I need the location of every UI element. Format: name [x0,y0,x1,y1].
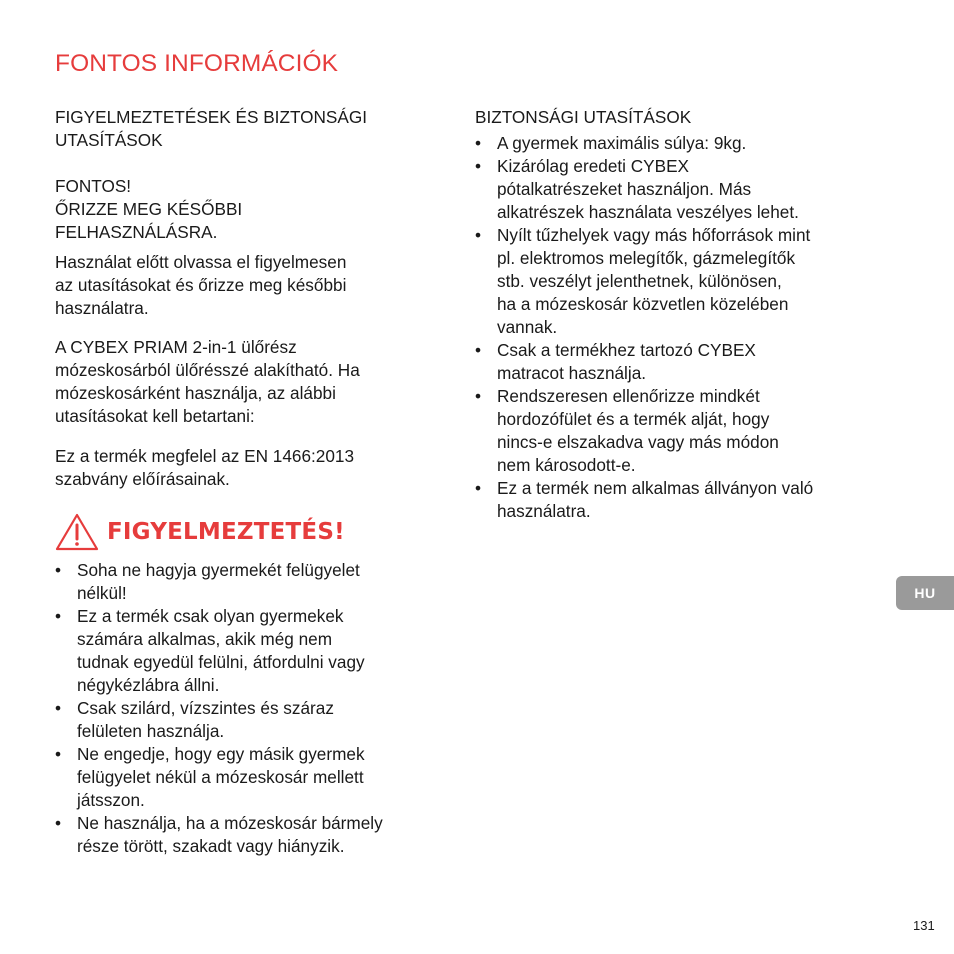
list-item: • Nyílt tűzhelyek vagy más hőforrások mint pl. elektromos melegítők, gázmelegítők stb. veszélyt jelenthetnek, különösen, ha a mózeskosár közvetlen közelében vannak. [475,225,811,337]
list-item-line: A gyermek maximális súlya: 9kg. [497,133,747,153]
list-item-line: része törött, szakadt vagy hiányzik. [77,836,345,856]
para-line: A CYBEX PRIAM 2-in-1 ülőrész [55,337,297,357]
para-line: Ez a termék megfelel az EN 1466:2013 [55,446,355,466]
list-item-line: Csak szilárd, vízszintes és száraz [77,698,334,718]
list-item: • Ne engedje, hogy egy másik gyermek felügyelet nékül a mózeskosár mellett játsszon. [55,744,365,810]
notice-line: FONTOS! [55,176,132,196]
para-line: mózeskosárként használja, az alábbi [55,383,336,403]
page-title: FONTOS INFORMÁCIÓK [55,50,339,77]
list-item: • Kizárólag eredeti CYBEX pótalkatrészeket használjon. Más alkatrészek használata veszélyes lehet. [475,156,799,222]
list-item-line: nélkül! [77,583,127,603]
heading-line: UTASÍTÁSOK [55,130,163,150]
list-item-line: Kizárólag eredeti CYBEX [497,156,690,176]
language-tab: HU [896,576,954,610]
para-line: mózeskosárból ülőrésszé alakítható. Ha [55,360,360,380]
section-heading-warnings [55,106,435,152]
list-item-line: számára alkalmas, akik még nem [77,629,333,649]
list-item-line: Nyílt tűzhelyek vagy más hőforrások mint [497,225,811,245]
para-line: az utasításokat és őrizze meg későbbi [55,275,347,295]
section-heading-safety: BIZTONSÁGI UTASÍTÁSOK [475,107,692,127]
list-item: • Ez a termék nem alkalmas állványon való használatra. [475,478,814,521]
paragraph-standard-compliance [55,445,435,491]
warning-bullet-list [55,559,435,858]
warning-triangle-icon [55,513,99,551]
paragraph-product-description [55,336,435,428]
list-item-line: Ez a termék csak olyan gyermekek [77,606,344,626]
list-item-line: nem károsodott-e. [497,455,636,475]
list-item-line: Ez a termék nem alkalmas állványon való [497,478,814,498]
list-item: • Csak a termékhez tartozó CYBEX matracot használja. [475,340,756,383]
list-item-line: használatra. [497,501,591,521]
list-item-line: tudnak egyedül felülni, átfordulni vagy [77,652,365,672]
list-item-line: Ne engedje, hogy egy másik gyermek [77,744,365,764]
list-item: • Ez a termék csak olyan gyermekek számára alkalmas, akik még nem tudnak egyedül felülni, átfordulni vagy négykézlábra állni. [55,606,365,695]
list-item: • Ne használja, ha a mózeskosár bármely része törött, szakadt vagy hiányzik. [55,813,383,856]
right-column [475,106,875,523]
list-item-line: pl. elektromos melegítők, gázmelegítők [497,248,796,268]
para-line: utasításokat kell betartani: [55,406,255,426]
list-item-line: felügyelet nékül a mózeskosár mellett [77,767,364,787]
para-line: használatra. [55,298,149,318]
list-item-line: Soha ne hagyja gyermekét felügyelet [77,560,360,580]
paragraph-read-instructions [55,251,435,320]
list-item-line: alkatrészek használata veszélyes lehet. [497,202,799,222]
page-number: 131 [913,918,935,933]
list-item-line: pótalkatrészeket használjon. Más [497,179,752,199]
para-line: Használat előtt olvassa el figyelmesen [55,252,347,272]
list-item-line: vannak. [497,317,558,337]
list-item-line: ha a mózeskosár közvetlen közelében [497,294,789,314]
list-item-line: felületen használja. [77,721,225,741]
list-item: • Soha ne hagyja gyermekét felügyelet nélkül! [55,560,360,603]
list-item-line: Ne használja, ha a mózeskosár bármely [77,813,383,833]
list-item: • A gyermek maximális súlya: 9kg. [475,133,747,153]
notice-line: FELHASZNÁLÁSRA. [55,222,218,242]
left-column [55,106,435,858]
warning-title: FIGYELMEZTETÉS! [107,518,345,545]
important-notice [55,175,435,244]
para-line: szabvány előírásainak. [55,469,230,489]
list-item-line: hordozófület és a termék alját, hogy [497,409,770,429]
list-item-line: játsszon. [77,790,145,810]
safety-bullet-list [475,132,875,523]
list-item-line: nincs-e elszakadva vagy más módon [497,432,779,452]
warning-heading [55,513,435,551]
heading-line: FIGYELMEZTETÉSEK ÉS BIZTONSÁGI [55,107,367,127]
list-item: • Csak szilárd, vízszintes és száraz felületen használja. [55,698,334,741]
list-item-line: stb. veszélyt jelenthetnek, különösen, [497,271,782,291]
notice-line: ŐRIZZE MEG KÉSŐBBI [55,199,243,219]
list-item-line: Csak a termékhez tartozó CYBEX [497,340,756,360]
list-item-line: matracot használja. [497,363,647,383]
list-item-line: négykézlábra állni. [77,675,220,695]
list-item-line: Rendszeresen ellenőrizze mindkét [497,386,760,406]
list-item: • Rendszeresen ellenőrizze mindkét hordozófület és a termék alját, hogy nincs-e elszakadva vagy más módon nem károsodott-e. [475,386,779,475]
